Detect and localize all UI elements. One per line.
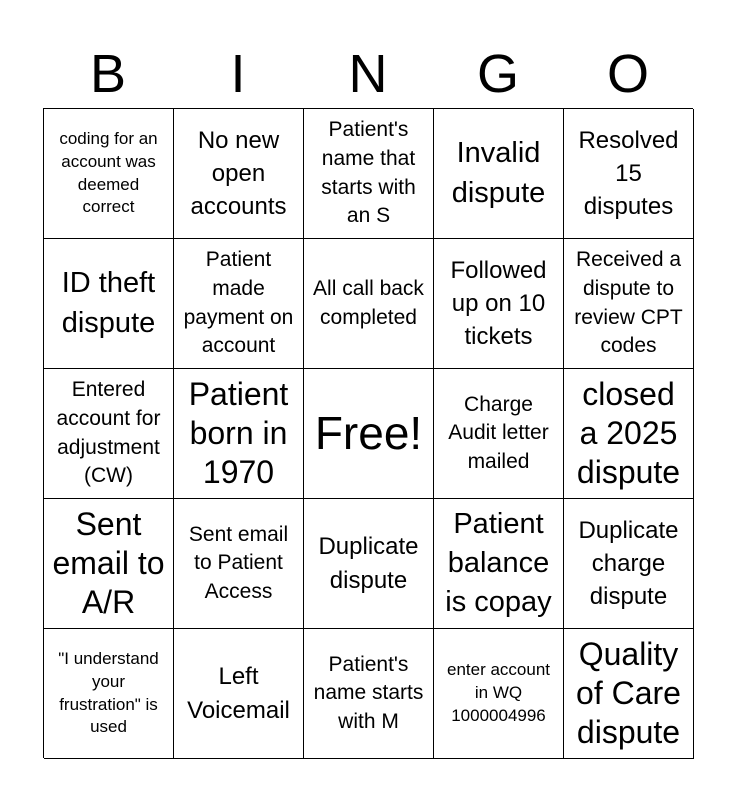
bingo-cell-i4[interactable]	[174, 499, 304, 629]
bingo-cell-o1[interactable]	[564, 109, 694, 239]
bingo-cell-g5[interactable]	[434, 629, 564, 759]
bingo-cell-i1[interactable]	[174, 109, 304, 239]
bingo-cell-b5[interactable]	[44, 629, 174, 759]
bingo-cell-g2[interactable]	[434, 239, 564, 369]
bingo-cell-n2[interactable]	[304, 239, 434, 369]
bingo-cell-o3[interactable]	[564, 369, 694, 499]
cell-text: Resolved 15 disputes	[578, 126, 679, 221]
bingo-header	[43, 40, 693, 108]
cell-text: closed a 2025 dispute	[576, 375, 681, 491]
cell-text: All call back completed	[313, 276, 424, 329]
bingo-cell-b4[interactable]	[44, 499, 174, 629]
bingo-cell-b3[interactable]	[44, 369, 174, 499]
bingo-cell-o5[interactable]	[564, 629, 694, 759]
bingo-cell-b1[interactable]	[44, 109, 174, 239]
cell-text: enter account in WQ 1000004996	[446, 660, 550, 725]
bingo-cell-g1[interactable]	[434, 109, 564, 239]
header-letter-i: I	[230, 44, 246, 104]
cell-text: Sent email to Patient Access	[188, 522, 289, 603]
bingo-cell-g3[interactable]	[434, 369, 564, 499]
bingo-cell-n1[interactable]	[304, 109, 434, 239]
cell-text: Patient made payment on account	[183, 248, 294, 358]
cell-text: Patient's name starts with M	[313, 652, 424, 733]
cell-text: Followed up on 10 tickets	[450, 256, 547, 351]
free-space-text: Free!	[314, 407, 423, 460]
bingo-cell-i3[interactable]	[174, 369, 304, 499]
header-letter-n: N	[348, 44, 388, 104]
header-letter-b: B	[89, 44, 127, 104]
bingo-cell-free[interactable]	[304, 369, 434, 499]
cell-text: "I understand your frustration" is used	[58, 648, 159, 737]
cell-text: coding for an account was deemed correct	[59, 128, 158, 217]
cell-text: Patient balance is copay	[445, 507, 552, 619]
cell-text: ID theft dispute	[61, 267, 156, 339]
cell-text: Patient born in 1970	[188, 375, 289, 491]
bingo-cell-i5[interactable]	[174, 629, 304, 759]
cell-text: No new open accounts	[190, 126, 287, 221]
cell-text: Sent email to A/R	[52, 505, 165, 621]
bingo-cell-b2[interactable]	[44, 239, 174, 369]
header-letter-g: G	[476, 44, 519, 104]
cell-text: Patient's name that starts with an S	[321, 118, 416, 228]
bingo-cell-g4[interactable]	[434, 499, 564, 629]
bingo-card	[43, 108, 693, 758]
cell-text: Entered account for adjustment (CW)	[56, 378, 161, 488]
bingo-cell-o2[interactable]	[564, 239, 694, 369]
bingo-cell-n4[interactable]	[304, 499, 434, 629]
header-letter-o: O	[606, 44, 649, 104]
cell-text: Quality of Care dispute	[576, 635, 681, 751]
cell-text: Received a dispute to review CPT codes	[574, 248, 683, 358]
bingo-cell-n5[interactable]	[304, 629, 434, 759]
cell-text: Charge Audit letter mailed	[448, 392, 549, 473]
cell-text: Duplicate charge dispute	[578, 516, 679, 611]
bingo-cell-o4[interactable]	[564, 499, 694, 629]
cell-text: Invalid dispute	[451, 137, 546, 209]
cell-text: Duplicate dispute	[318, 533, 419, 594]
bingo-cell-i2[interactable]	[174, 239, 304, 369]
cell-text: Left Voicemail	[187, 663, 290, 724]
